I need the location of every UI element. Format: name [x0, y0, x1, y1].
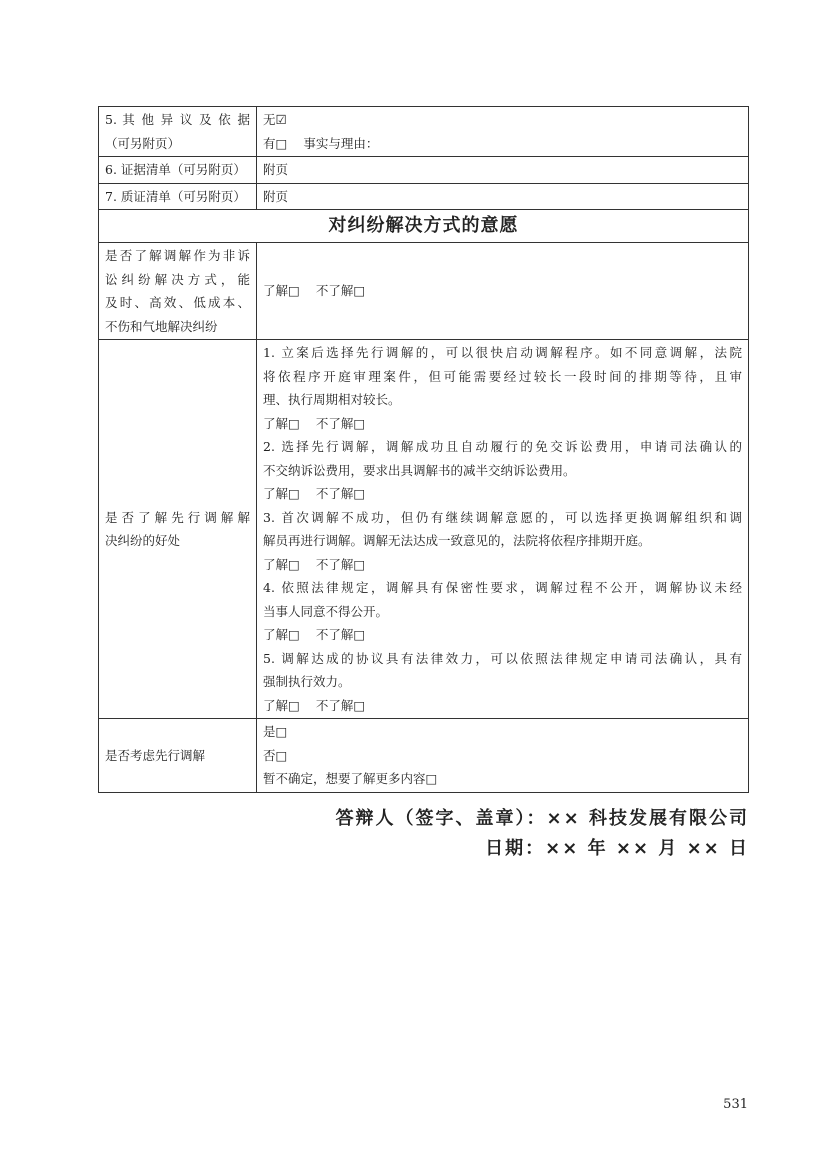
signature-line: 答辩人（签字、盖章）：×× 科技发展有限公司	[335, 808, 749, 829]
q2-item1-answer	[263, 412, 742, 436]
option-yes-line	[263, 132, 742, 156]
row-q2	[99, 340, 749, 719]
option-yes[interactable]: 有□	[263, 135, 288, 151]
q2-item3-not-know-checkbox[interactable]: 不了解□	[315, 556, 366, 572]
q2-item4-answer	[263, 623, 742, 647]
q2-item5-know-checkbox[interactable]: 了解□	[263, 697, 300, 713]
q2-item1-line: 理、执行周期相对较长。	[263, 392, 401, 407]
q2-item5-not-know-checkbox[interactable]: 不了解□	[315, 697, 366, 713]
q1-label-line: 讼纠纷解决方式，能	[105, 271, 250, 287]
q2-label-line: 决纠纷的好处	[105, 533, 181, 548]
q2-item4-line: 4. 依照法律规定，调解具有保密性要求，调解过程不公开，调解协议未经	[263, 580, 742, 595]
other-objections-label-line2: （可另附页）	[105, 135, 181, 151]
q2-item1-not-know-checkbox[interactable]: 不了解□	[315, 415, 366, 431]
q2-label-line: 是否了解先行调解解	[105, 509, 250, 525]
q1-not-know-checkbox[interactable]: 不了解□	[315, 283, 366, 299]
q2-item1-line: 1. 立案后选择先行调解的，可以很快启动调解程序。如不同意调解，法院	[263, 345, 742, 360]
q2-item3-line: 3. 首次调解不成功，但仍有继续调解意愿的，可以选择更换调解组织和调	[263, 509, 742, 525]
q1-label-line: 是否了解调解作为非诉	[105, 248, 250, 263]
page-number: 531	[723, 1097, 748, 1112]
q2-item3-answer	[263, 553, 742, 577]
q3-value	[257, 719, 749, 793]
other-objections-value	[257, 107, 749, 157]
other-objections-label	[99, 107, 257, 157]
q2-item5-answer	[263, 694, 742, 718]
q1-label-line: 及时、高效、低成本、	[105, 295, 250, 310]
evidence-list-label: 6. 证据清单（可另附页）	[99, 157, 257, 184]
q2-item2-answer	[263, 482, 742, 506]
q3-label: 是否考虑先行调解	[99, 719, 257, 793]
q3-option-yes-checkbox[interactable]: 是□	[263, 724, 288, 739]
q2-item4-know-checkbox[interactable]: 了解□	[263, 627, 300, 642]
q1-know-checkbox[interactable]: 了解□	[263, 283, 300, 299]
q1-label	[99, 243, 257, 340]
response-form-table	[98, 106, 749, 793]
q2-item4-line: 当事人同意不得公开。	[263, 603, 389, 619]
q2-item2-line: 2. 选择先行调解，调解成功且自动履行的免交诉讼费用，申请司法确认的	[263, 439, 742, 454]
q2-item5-line: 强制执行效力。	[263, 674, 351, 689]
q2-label	[99, 340, 257, 719]
q2-item2-line: 不交纳诉讼费用，要求出具调解书的减半交纳诉讼费用。	[263, 462, 576, 478]
row-q3	[99, 719, 749, 793]
q1-label-line: 不伤和气地解决纠纷	[105, 318, 218, 334]
q2-item1-line: 将依程序开庭审理案件，但可能需要经过较长一段时间的排期等待，且审	[263, 368, 742, 384]
row-section-title	[99, 210, 749, 243]
q3-option-unsure-checkbox[interactable]: 暂不确定，想要了解更多内容□	[263, 771, 438, 786]
row-other-objections	[99, 107, 749, 157]
option-yes-reason-label: 事实与理由：	[303, 135, 379, 151]
date-line: 日期：×× 年 ×× 月 ×× 日	[485, 838, 749, 859]
row-cross-exam-list	[99, 183, 749, 210]
row-q1	[99, 243, 749, 340]
row-evidence-list	[99, 157, 749, 184]
option-none[interactable]: 无☑	[263, 112, 287, 127]
q2-item2-know-checkbox[interactable]: 了解□	[263, 486, 300, 501]
q2-value	[257, 340, 749, 719]
q2-item3-know-checkbox[interactable]: 了解□	[263, 556, 300, 572]
q2-item2-not-know-checkbox[interactable]: 不了解□	[315, 486, 366, 501]
q2-item1-know-checkbox[interactable]: 了解□	[263, 415, 300, 431]
q3-option-no-checkbox[interactable]: 否□	[263, 747, 288, 763]
cross-exam-list-value: 附页	[257, 183, 749, 210]
q2-item4-not-know-checkbox[interactable]: 不了解□	[315, 627, 366, 642]
q2-item5-line: 5. 调解达成的协议具有法律效力，可以依照法律规定申请司法确认，具有	[263, 650, 742, 666]
evidence-list-value: 附页	[257, 157, 749, 184]
q2-item3-line: 解员再进行调解。调解无法达成一致意见的，法院将依程序排期开庭。	[263, 533, 651, 548]
other-objections-label-line1: 5. 其 他 异 议 及 依 据	[105, 112, 250, 127]
section-title: 对纠纷解决方式的意愿	[99, 210, 749, 243]
cross-exam-list-label: 7. 质证清单（可另附页）	[99, 183, 257, 210]
q1-value	[257, 243, 749, 340]
